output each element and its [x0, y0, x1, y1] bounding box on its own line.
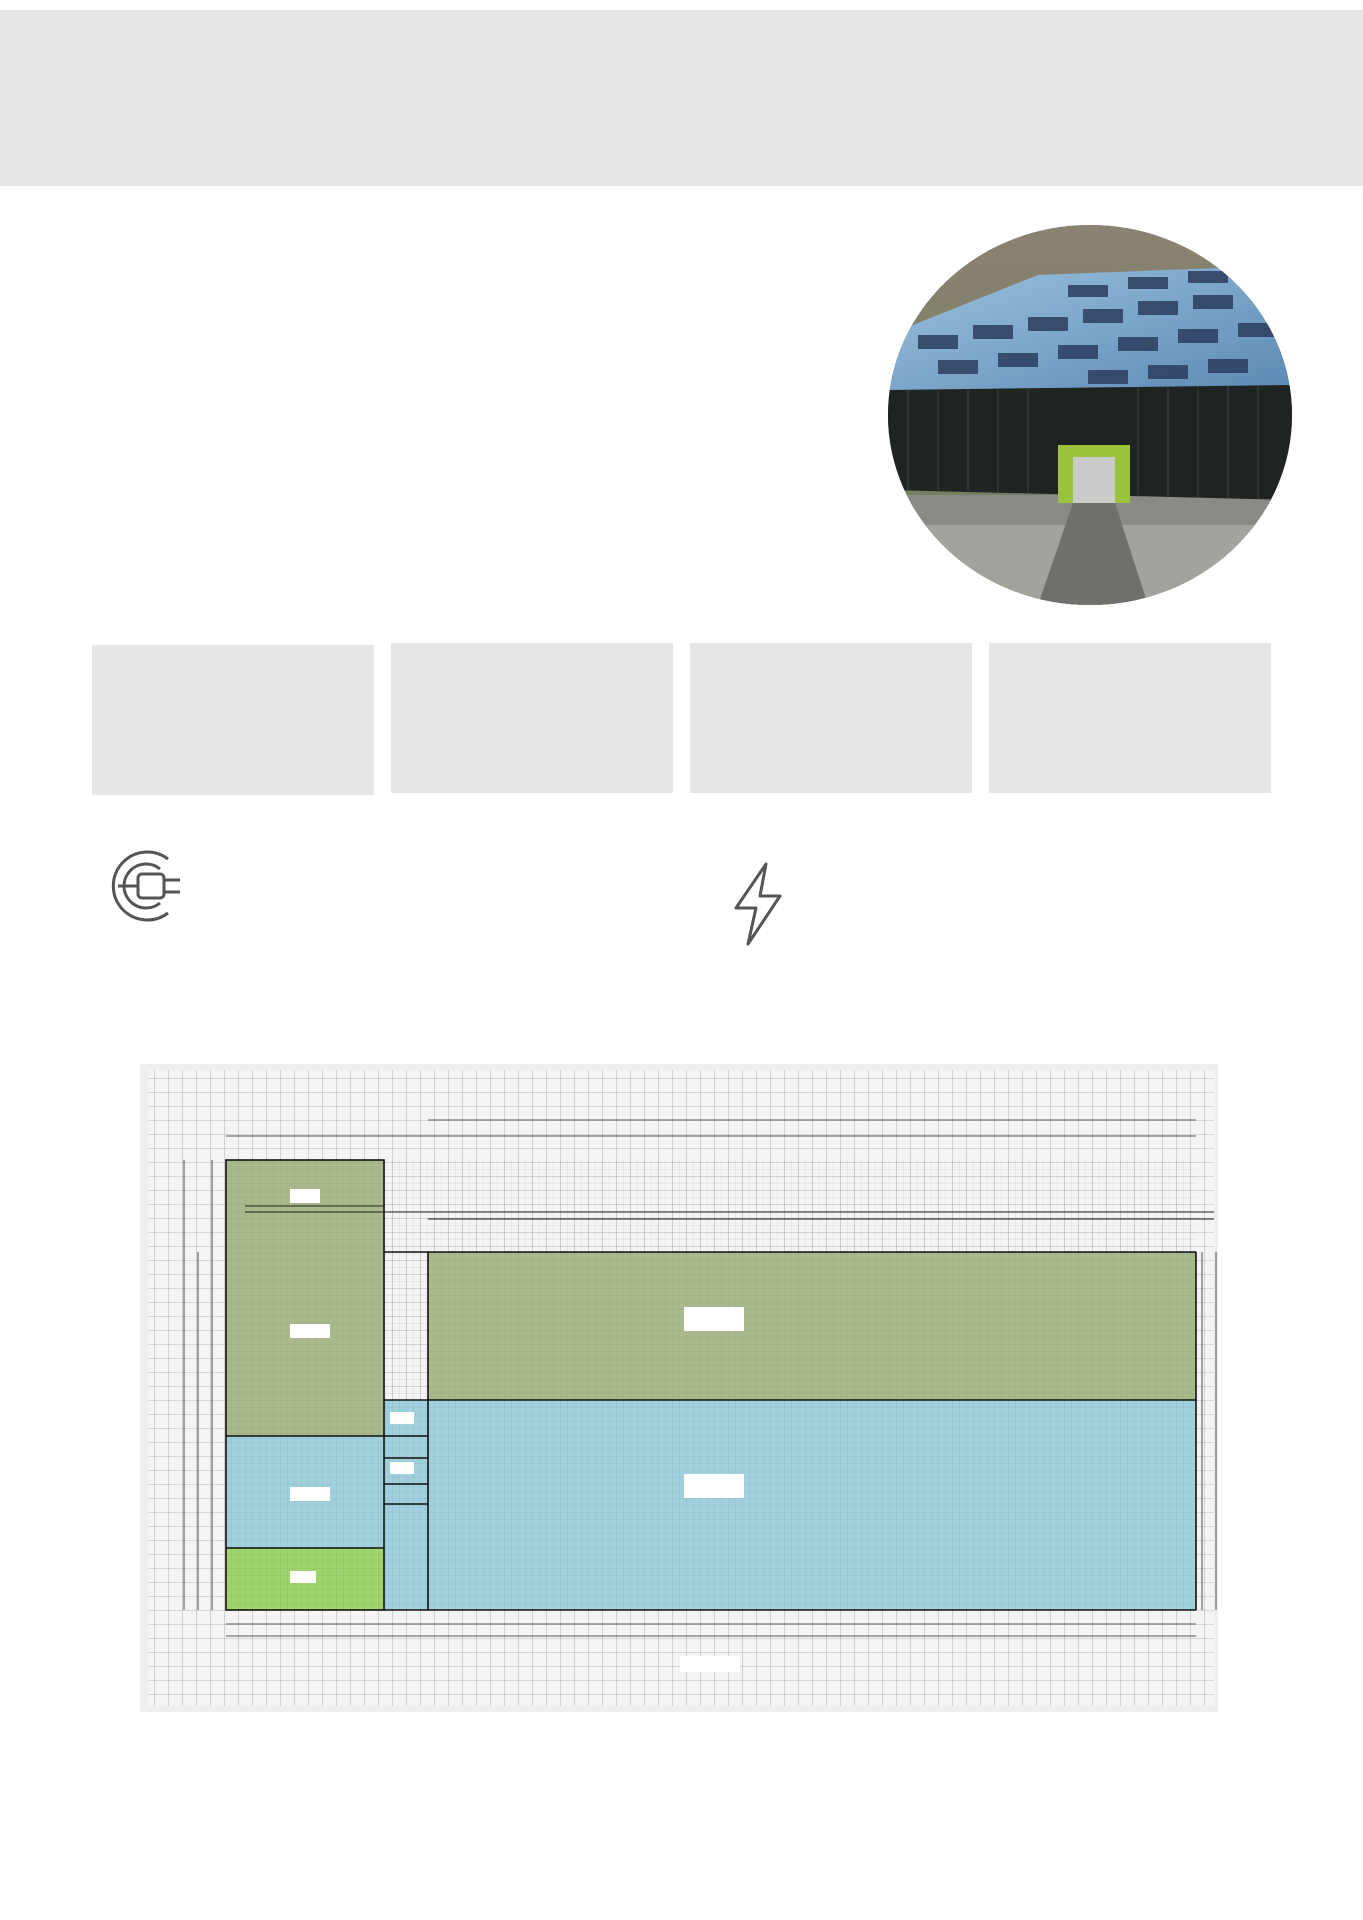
- stat-hallenhoehe: [989, 643, 1271, 793]
- stat-buero-sozialraeume: [690, 643, 972, 793]
- header-bar: [0, 10, 1363, 186]
- lightning-icon: [730, 862, 786, 950]
- floor-plan: [140, 1064, 1218, 1712]
- building-photo: [888, 225, 1292, 605]
- stat-grundstuecksflaeche: [92, 645, 374, 795]
- stat-hallenflaeche: [391, 643, 673, 793]
- plug-icon: [108, 845, 190, 931]
- brand-logo: [1259, 92, 1273, 110]
